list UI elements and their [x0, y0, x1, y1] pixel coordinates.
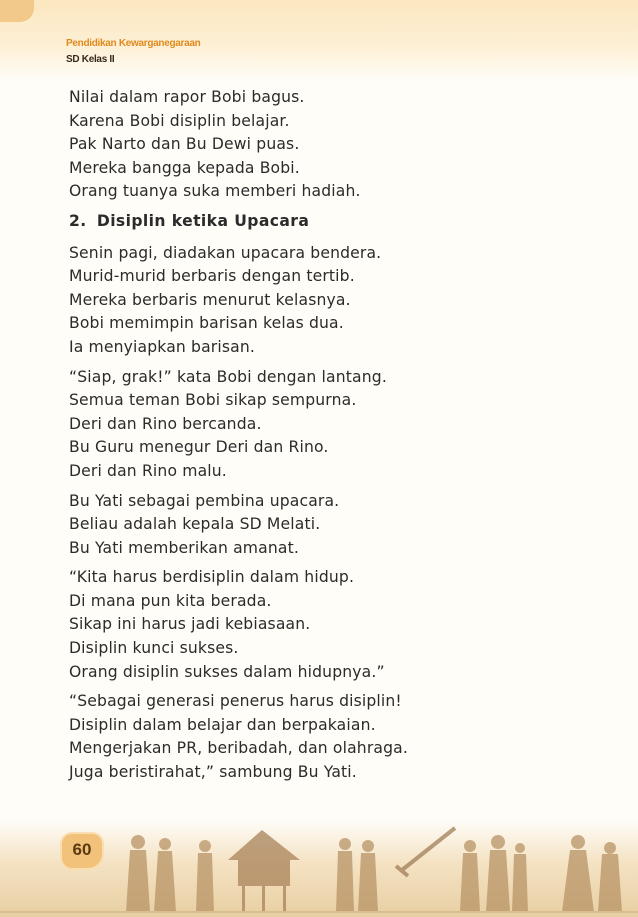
- text-line: Juga beristirahat,” sambung Bu Yati.: [69, 763, 357, 782]
- text-line: Mengerjakan PR, beribadah, dan olahraga.: [69, 739, 408, 758]
- text-line: “Sebagai generasi penerus harus disiplin!: [69, 692, 402, 711]
- text-line: Bu Yati memberikan amanat.: [69, 538, 299, 557]
- book-grade: SD Kelas II: [66, 54, 115, 65]
- paragraph-3: [69, 490, 609, 561]
- text-line: Nilai dalam rapor Bobi bagus.: [69, 88, 305, 106]
- text-line: “Siap, grak!” kata Bobi dengan lantang.: [69, 367, 387, 386]
- text-line: Orang tuanya suka memberi hadiah.: [69, 182, 361, 201]
- text-line: Deri dan Rino malu.: [69, 461, 227, 480]
- corner-tab: [0, 0, 34, 22]
- text-line: “Kita harus berdisiplin dalam hidup.: [69, 568, 355, 587]
- paragraph-1: [69, 242, 609, 360]
- text-line: Mereka berbaris menurut kelasnya.: [69, 290, 351, 309]
- page-content: [69, 86, 609, 791]
- text-line: Disiplin dalam belajar dan berpakaian.: [69, 715, 376, 734]
- text-line: Sikap ini harus jadi kebiasaan.: [69, 615, 311, 634]
- text-line: Semua teman Bobi sikap sempurna.: [69, 391, 357, 410]
- paragraph-2: [69, 366, 609, 484]
- page-number: 60: [72, 840, 92, 859]
- text-line: Bu Guru menegur Deri dan Rino.: [69, 438, 329, 457]
- section-title: Disiplin ketika Upacara: [96, 211, 310, 230]
- text-line: Pak Narto dan Bu Dewi puas.: [69, 135, 300, 154]
- book-title: Pendidikan Kewarganegaraan: [66, 38, 201, 49]
- paragraph-4: [69, 566, 609, 684]
- text-line: Ia menyiapkan barisan.: [69, 337, 255, 356]
- text-line: Deri dan Rino bercanda.: [69, 414, 262, 433]
- text-line: Karena Bobi disiplin belajar.: [69, 111, 290, 130]
- text-line: Bobi memimpin barisan kelas dua.: [69, 314, 344, 333]
- text-line: Orang disiplin sukses dalam hidupnya.”: [69, 662, 385, 681]
- text-line: Disiplin kunci sukses.: [69, 639, 239, 658]
- text-line: Murid-murid berbaris dengan tertib.: [69, 267, 355, 286]
- text-line: Di mana pun kita berada.: [69, 591, 272, 610]
- text-line: Senin pagi, diadakan upacara bendera.: [69, 243, 382, 262]
- paragraph-5: [69, 690, 609, 784]
- text-line: Mereka bangga kepada Bobi.: [69, 158, 300, 177]
- text-line: Bu Yati sebagai pembina upacara.: [69, 491, 340, 510]
- intro-paragraph: [69, 86, 609, 204]
- section-number: 2.: [69, 211, 87, 230]
- section-heading: [69, 210, 609, 234]
- text-line: Beliau adalah kepala SD Melati.: [69, 515, 321, 534]
